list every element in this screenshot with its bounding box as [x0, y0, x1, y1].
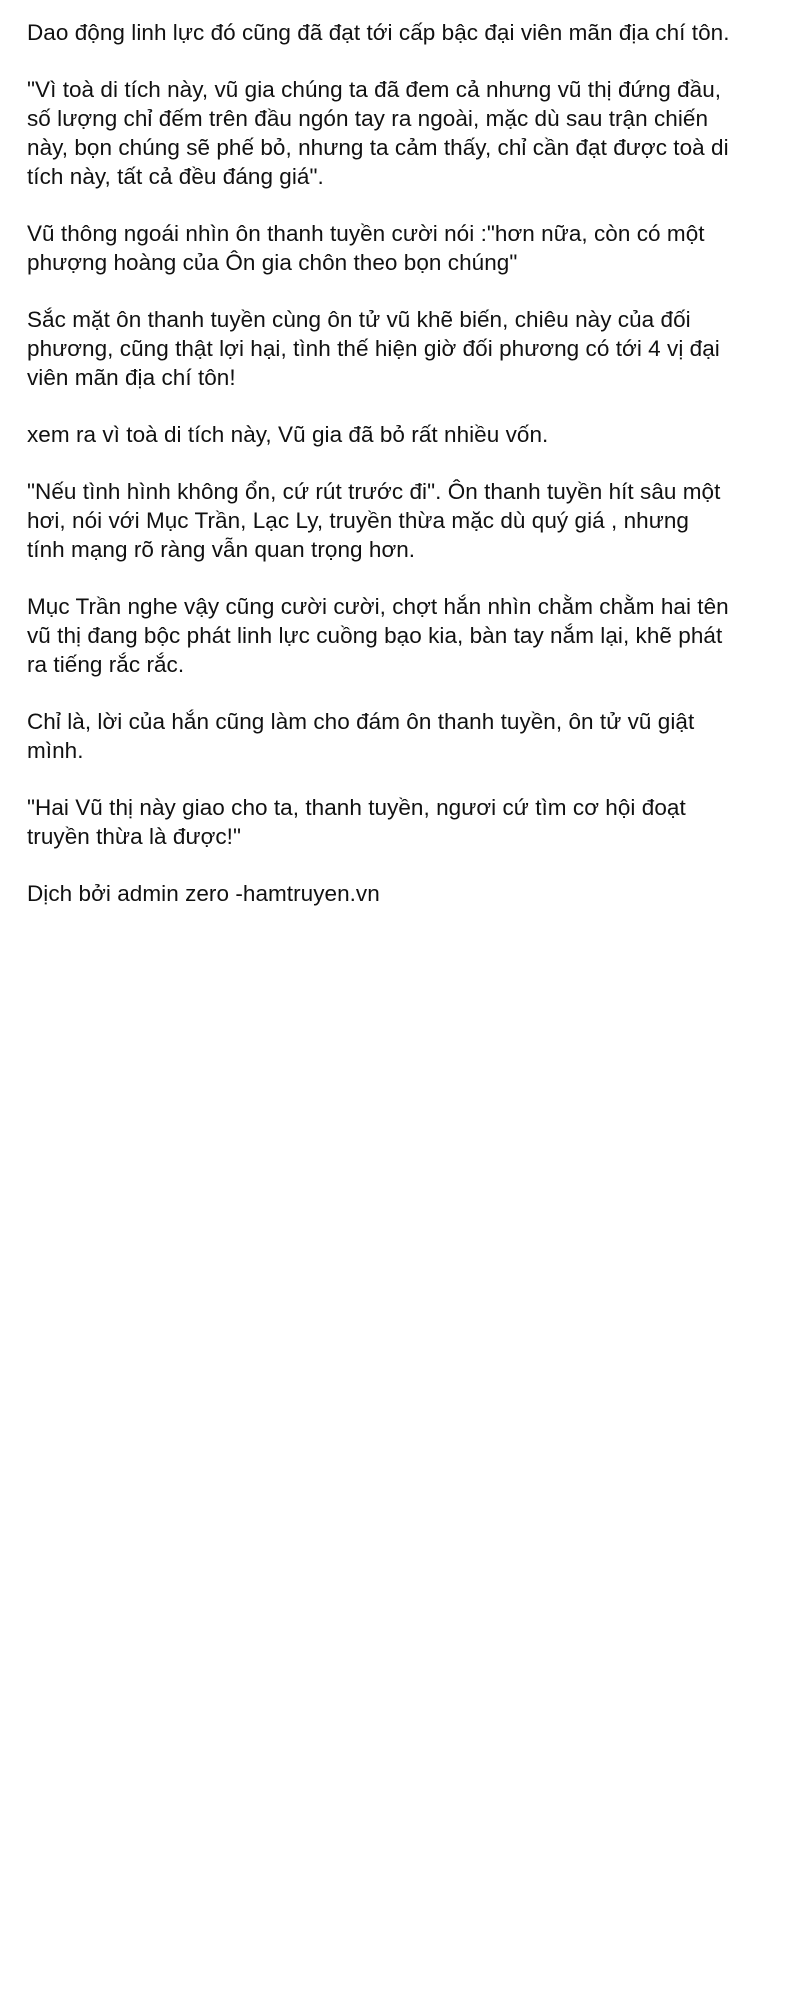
paragraph-8: Chỉ là, lời của hắn cũng làm cho đám ôn thanh tuyền, ôn tử vũ giật mình.: [27, 709, 695, 763]
paragraph-9: "Hai Vũ thị này giao cho ta, thanh tuyền, ngươi cứ tìm cơ hội đoạt truyền thừa là được!": [27, 795, 686, 849]
document-body: [27, 18, 787, 936]
paragraph-7: Mục Trần nghe vậy cũng cười cười, chợt hắn nhìn chằm chằm hai tên vũ thị đang bộc phát linh lực cuồng bạo kia, bàn tay nắm lại, khẽ phát ra tiếng rắc rắc.: [27, 594, 729, 677]
paragraph-3: Vũ thông ngoái nhìn ôn thanh tuyền cười nói :"hơn nữa, còn có một phượng hoàng của Ôn gia chôn theo bọn chúng": [27, 221, 705, 275]
paragraph-2: "Vì toà di tích này, vũ gia chúng ta đã đem cả nhưng vũ thị đứng đầu, số lượng chỉ đếm trên đầu ngón tay ra ngoài, mặc dù sau trận chiến này, bọn chúng sẽ phế bỏ, nhưng ta cảm thấy, chỉ cần đạt được toà di tích này, tất cả đều đáng giá".: [27, 77, 729, 189]
paragraph-6: "Nếu tình hình không ổn, cứ rút trước đi". Ôn thanh tuyền hít sâu một hơi, nói với Mục Trần, Lạc Ly, truyền thừa mặc dù quý giá , nhưng tính mạng rõ ràng vẫn quan trọng hơn.: [27, 479, 721, 562]
paragraph-5: xem ra vì toà di tích này, Vũ gia đã bỏ rất nhiều vốn.: [27, 422, 549, 447]
translator-credit: Dịch bởi admin zero -hamtruyen.vn: [27, 881, 380, 906]
paragraph-1: Dao động linh lực đó cũng đã đạt tới cấp bậc đại viên mãn địa chí tôn.: [27, 20, 730, 45]
paragraph-4: Sắc mặt ôn thanh tuyền cùng ôn tử vũ khẽ biến, chiêu này của đối phương, cũng thật lợi hại, tình thế hiện giờ đối phương có tới 4 vị đại viên mãn địa chí tôn!: [27, 307, 720, 390]
